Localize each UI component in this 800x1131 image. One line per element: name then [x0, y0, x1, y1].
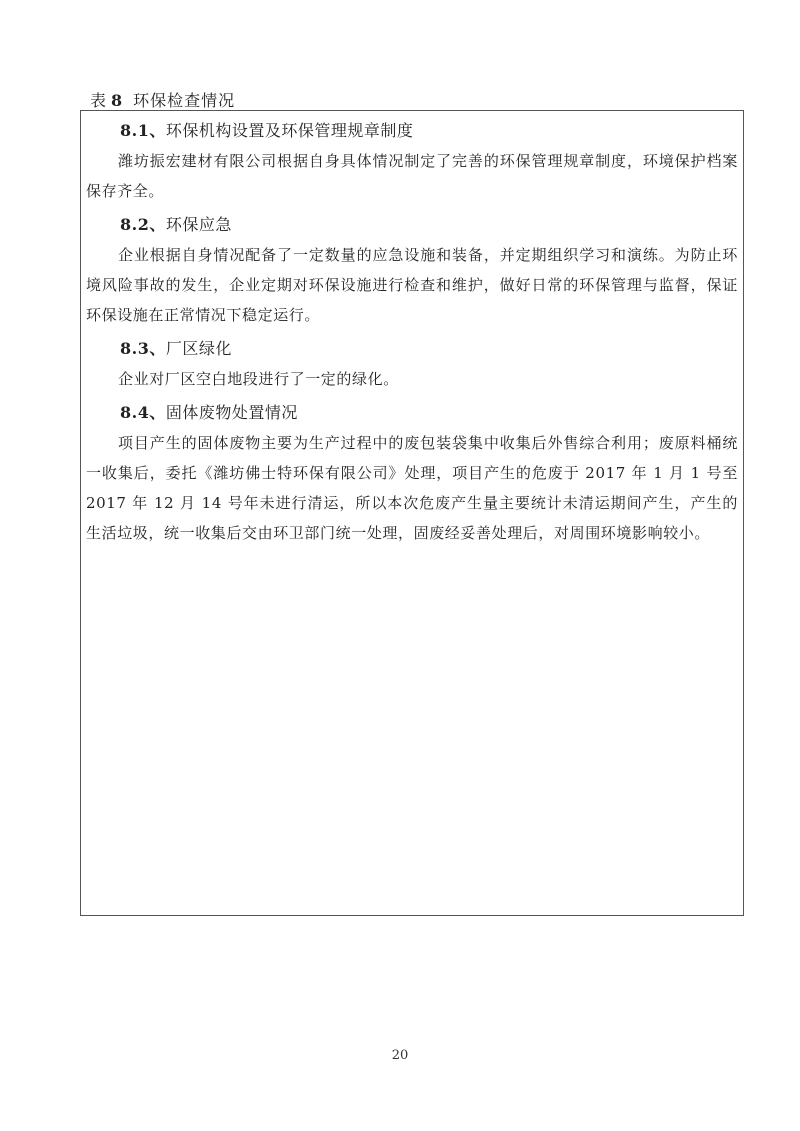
page-number: 20	[391, 1048, 409, 1063]
section-title: 环保应急	[165, 215, 232, 234]
section-8-2	[86, 210, 738, 330]
table-content	[86, 116, 738, 548]
section-text: 项目产生的固体废物主要为生产过程中的废包装袋集中收集后外售综合利用；废原料桶统一收集后，委托《潍坊佛士特环保有限公司》处理，项目产生的危废于 2017 年 1 月 1 号至 2017 年 12 月 14 号年未进行清运，所以本次危废产生量主要统计未清运期间产生，产生的生活垃圾，统一收集后交由环卫部门统一处理，固废经妥善处理后，对周围环境影响较小。	[86, 434, 738, 542]
section-number: 8.2、	[120, 215, 166, 234]
section-heading	[86, 116, 738, 146]
table-title-prefix: 表	[90, 91, 108, 110]
section-text: 潍坊振宏建材有限公司根据自身具体情况制定了完善的环保管理规章制度，环境保护档案保存齐全。	[86, 152, 738, 200]
table-title-number: 8	[111, 91, 124, 110]
section-number: 8.1、	[120, 121, 166, 140]
section-text: 企业对厂区空白地段进行了一定的绿化。	[118, 370, 399, 388]
section-number: 8.4、	[120, 403, 166, 422]
section-heading	[86, 210, 738, 240]
section-heading	[86, 334, 738, 364]
table-title	[90, 88, 235, 111]
section-number: 8.3、	[120, 339, 166, 358]
section-8-4	[86, 398, 738, 548]
table-title-text: 环保检查情况	[133, 91, 236, 110]
section-text: 企业根据自身情况配备了一定数量的应急设施和装备，并定期组织学习和演练。为防止环境风险事故的发生，企业定期对环保设施进行检查和维护，做好日常的环保管理与监督，保证环保设施在正常情况下稳定运行。	[86, 246, 738, 324]
section-title: 厂区绿化	[165, 339, 232, 358]
section-title: 固体废物处置情况	[165, 403, 298, 422]
section-heading	[86, 398, 738, 428]
section-8-3	[86, 334, 738, 394]
section-8-1	[86, 116, 738, 206]
section-title: 环保机构设置及环保管理规章制度	[165, 121, 414, 140]
